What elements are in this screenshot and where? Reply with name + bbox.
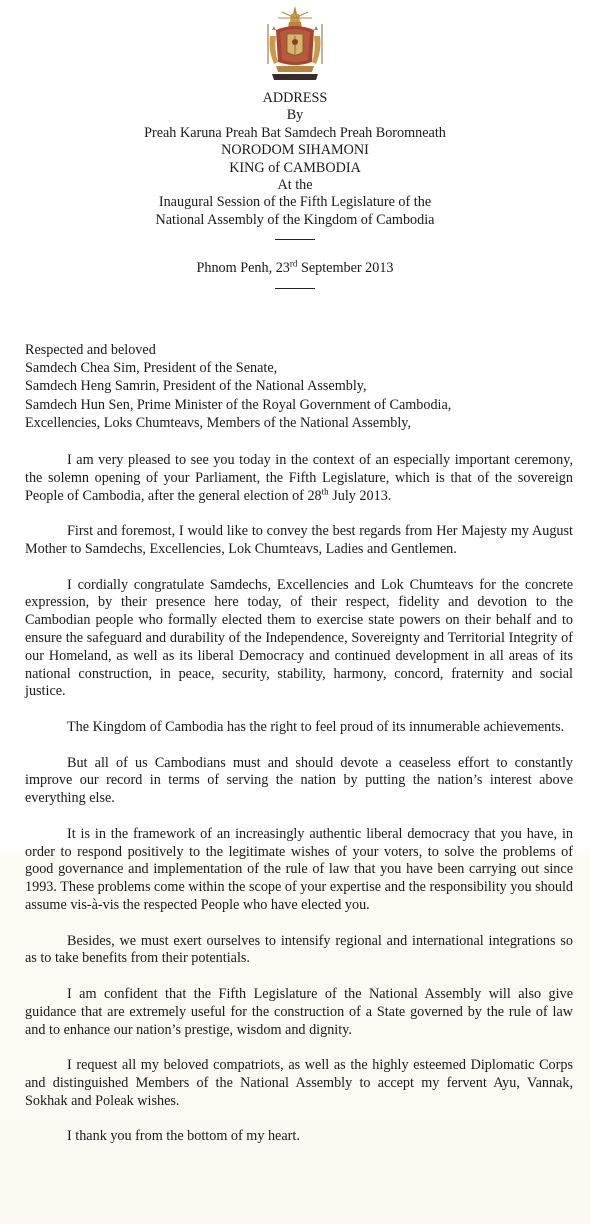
royal-arms-emblem-icon <box>262 4 328 84</box>
paragraph-9: I request all my beloved compatriots, as well as the highly esteemed Diplomatic Corps and distinguished Members of the National Assembly to accept my fervent Ayu, Vannak, Sokhak and Poleak wishes. <box>25 1057 573 1109</box>
paragraph-2: First and foremost, I would like to convey the best regards from Her Majesty my August Mother to Samdechs, Excellencies, Lok Chumteavs, Ladies and Gentlemen. <box>25 523 573 557</box>
salutation-line: Samdech Chea Sim, President of the Senate, <box>25 360 278 377</box>
salutation-line: Samdech Hun Sen, Prime Minister of the Royal Government of Cambodia, <box>25 396 452 413</box>
paragraph-1 <box>25 452 573 505</box>
salutation-line: Excellencies, Loks Chumteavs, Members of the National Assembly, <box>25 414 411 431</box>
paragraph-6: It is in the framework of an increasingly authentic liberal democracy that you have, in order to respond positively to the legitimate wishes of your voters, to solve the problems of good governance and implementation of the rule of law that you have been carrying out since 1993. These problems come within the scope of your expertise and the responsibility you should assume vis-à-vis the respected People who have elected you. <box>25 825 573 913</box>
paragraph-5: But all of us Cambodians must and should devote a ceaseless effort to constantly improve our record in terms of serving the nation by putting the nation’s interest above everything else. <box>25 754 573 807</box>
address-title: ADDRESS <box>262 90 328 106</box>
place-date <box>60 260 530 277</box>
paragraph-4: The Kingdom of Cambodia has the right to feel proud of its innumerable achievements. <box>67 718 565 735</box>
address-header <box>60 90 530 289</box>
date-suffix: September 2013 <box>297 260 394 277</box>
by-line: By <box>286 107 304 124</box>
paragraph-7: Besides, we must exert ourselves to intensify regional and international integrations so as to take benefits from their potentials. <box>25 932 573 967</box>
royal-title: Preah Karuna Preah Bat Samdech Preah Boromneath <box>144 124 446 141</box>
paragraph-8: I am confident that the Fifth Legislature of the National Assembly will also give guidance that are extremely useful for the construction of a State governed by the rule of law and to enhance our nation’s prestige, wisdom and dignity. <box>25 985 573 1038</box>
date-ordinal: rd <box>289 258 298 269</box>
paragraph-text: I am very pleased to see you today in the context of an especially important ceremony, the solemn opening of your Parliament, the Fifth Legislature, which is that of the sovereign People of Cambodia, after the general election of 28 <box>25 452 573 504</box>
at-line: At the <box>277 177 313 194</box>
event-line-1: Inaugural Session of the Fifth Legislature of the <box>158 194 432 211</box>
salutation-block <box>25 341 451 432</box>
king-title: KING of CAMBODIA <box>229 159 361 176</box>
salutation-line: Samdech Heng Samrin, President of the National Assembly, <box>25 378 367 395</box>
ordinal: th <box>321 485 329 496</box>
paragraph-10: I thank you from the bottom of my heart. <box>67 1128 300 1145</box>
king-name: NORODOM SIHAMONI <box>221 142 369 159</box>
salutation-line: Respected and beloved <box>25 342 156 358</box>
paragraph-text: July 2013. <box>328 487 392 504</box>
date-prefix: Phnom Penh, 23 <box>196 260 290 277</box>
address-body <box>25 452 573 1164</box>
paragraph-3: I cordially congratulate Samdechs, Excellencies and Lok Chumteavs for the concrete expression, by their presence here today, of their respect, fidelity and devotion to the Cambodian people who formally elected them to exercise state powers on their behalf and to ensure the safeguard and durability of the Independence, Sovereignty and Territorial Integrity of our Homeland, as well as its liberal Democracy and continued development in all areas of its national construction, in peace, security, stability, harmony, concord, fraternity and social justice. <box>25 576 573 700</box>
event-line-2: National Assembly of the Kingdom of Cambodia <box>155 211 435 228</box>
divider-rule <box>275 288 315 289</box>
